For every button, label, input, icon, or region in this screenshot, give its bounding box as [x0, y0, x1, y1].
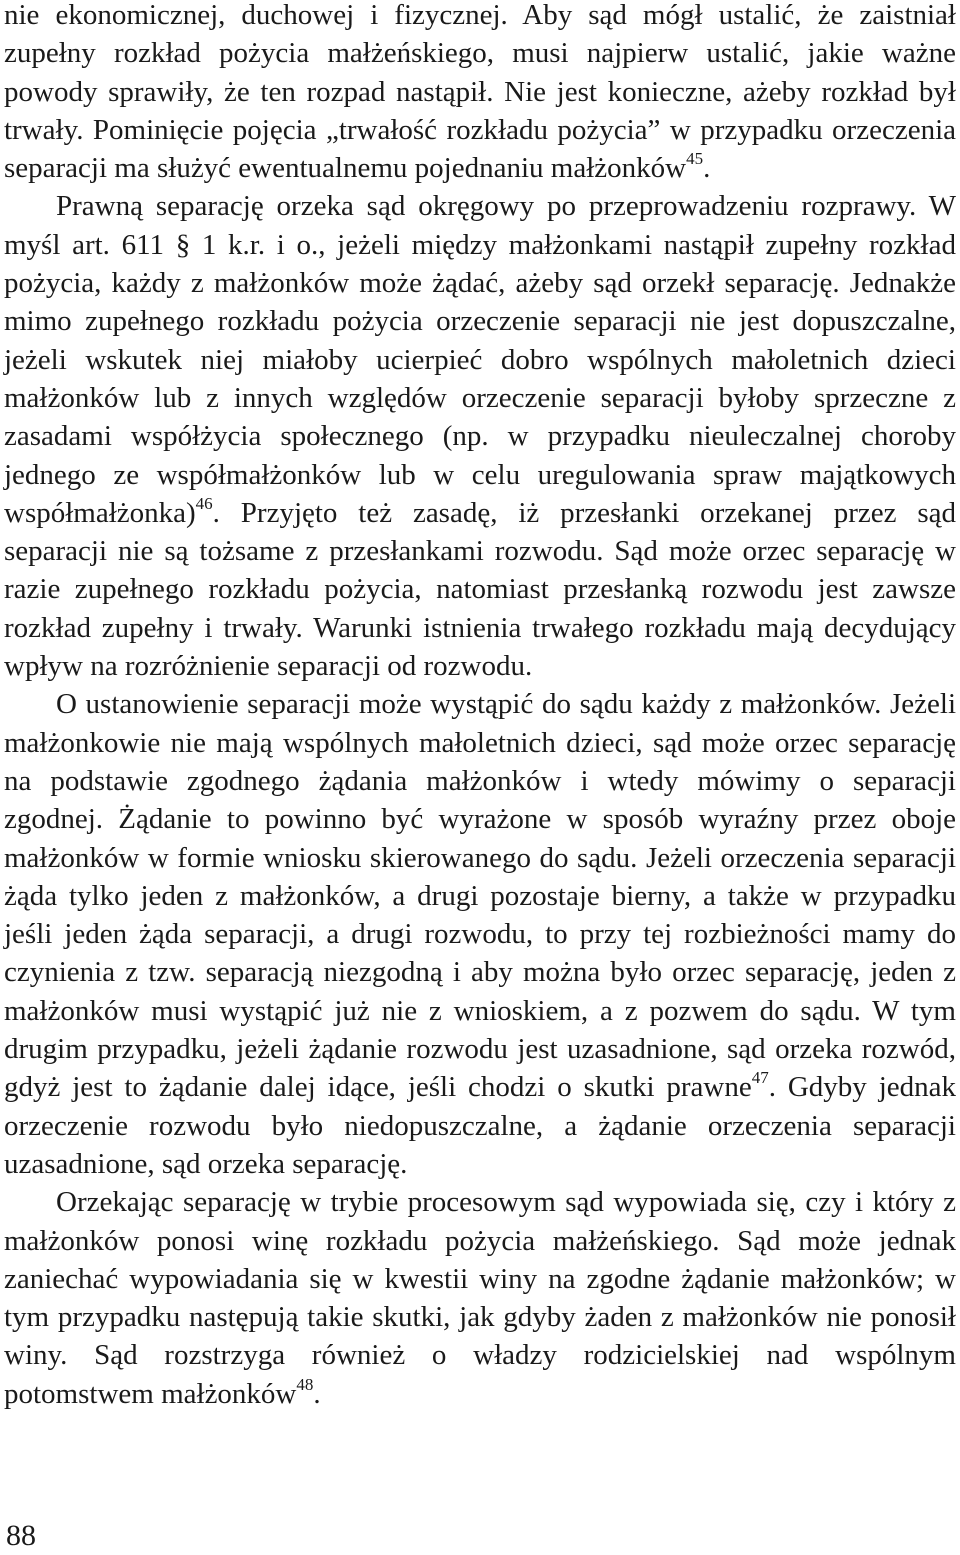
text-run: .: [703, 152, 711, 185]
paragraph-4: [4, 1183, 956, 1413]
paragraph-2: [4, 187, 956, 685]
text-run: .: [313, 1377, 321, 1410]
paragraph-1: [4, 0, 956, 187]
footnote-ref: 45: [686, 149, 704, 169]
text-run: Prawną separację orzeka sąd okręgowy po przeprowadzeniu rozprawy. W myśl art. 611: [4, 190, 956, 261]
text-run: . Gdyby jednak orzeczenie rozwodu było niedopuszczalne, a żądanie orzeczenia separacji uzasadnione, sąd orzeka separację.: [4, 1071, 956, 1180]
page-number: 88: [6, 1519, 36, 1552]
text-run: § 1 k.r. i o.: [164, 228, 319, 261]
body-text: [4, 0, 956, 1413]
footnote-ref: 48: [296, 1374, 314, 1394]
paragraph-3: [4, 685, 956, 1183]
text-run: . Przyjęto też zasadę, iż przesłanki orzekanej przez sąd separacji nie są tożsame z przesłankami rozwodu. Sąd może orzec separację w razie zupełnego rozkładu pożycia, natomiast przesłanką rozwodu jest zawsze rozkład zupełny i trwały. Warunki istnienia trwałego rozkładu mają decydujący wpływ na rozróżnienie separacji od rozwodu.: [4, 496, 956, 683]
footnote-ref: 47: [751, 1068, 769, 1088]
text-run: Orzekając separację w trybie procesowym sąd wypowiada się, czy i który z małżonków ponosi winę rozkładu pożycia małżeńskiego. Sąd może jednak zaniechać wypowiadania się w kwestii winy na zgodne żądanie małżonków; w tym przypadku następują takie skutki, jak gdyby żaden z małżonków nie ponosił winy. Sąd rozstrzyga również o władzy rodzicielskiej nad wspólnym potomstwem małżonków: [4, 1186, 956, 1410]
text-run: , jeżeli między małżonkami nastąpił zupełny rozkład pożycia, każdy z małżonków może żądać, ażeby sąd orzekł separację. Jednakże mimo zupełnego rozkładu pożycia orzeczenie separacji nie jest dopuszczalne, jeżeli wskutek niej miałoby ucierpieć dobro wspólnych małoletnich dzieci małżonków lub z innych względów orzeczenie separacji byłoby sprzeczne z zasadami współżycia społecznego (np. w przypadku nieuleczalnej choroby jednego ze współmałżonków lub w celu uregulowania spraw majątkowych współmałżonka): [4, 228, 956, 529]
footnote-ref: 46: [195, 493, 213, 513]
document-page: [4, 0, 956, 1555]
text-run: O ustanowienie separacji może wystąpić do sądu każdy z małżonków. Jeżeli małżonkowie nie mają wspólnych małoletnich dzieci, sąd może orzec separację na podstawie zgodnego żądania małżonków i wtedy mówimy o separacji zgodnej. Żądanie to powinno być wyrażone w sposób wyraźny przez oboje małżonków w formie wniosku skierowanego do sądu. Jeżeli orzeczenia separacji żąda tylko jeden z małżonków, a drugi pozostaje bierny, a także w przypadku jeśli jeden żąda separacji, a drugi rozwodu, to przy tej rozbieżności mamy do czynienia z tzw. separacją niezgodną i aby można było orzec separację, jeden z małżonków musi wystąpić już nie z wnioskiem, a z pozwem do sądu. W tym drugim przypadku, jeżeli żądanie rozwodu jest uzasadnione, sąd orzeka rozwód, gdyż jest to żądanie dalej idące, jeśli chodzi o skutki prawne: [4, 688, 956, 1104]
text-run: nie ekonomicznej, duchowej i fizycznej. Aby sąd mógł ustalić, że zaistniał zupełny rozkład pożycia małżeńskiego, musi najpierw ustalić, jakie ważne powody sprawiły, że ten rozpad nastąpił. Nie jest konieczne, ażeby rozkład był trwały. Pominięcie pojęcia „trwałość rozkładu pożycia” w przypadku orzeczenia separacji ma służyć ewentualnemu pojednaniu małżonków: [4, 0, 956, 185]
